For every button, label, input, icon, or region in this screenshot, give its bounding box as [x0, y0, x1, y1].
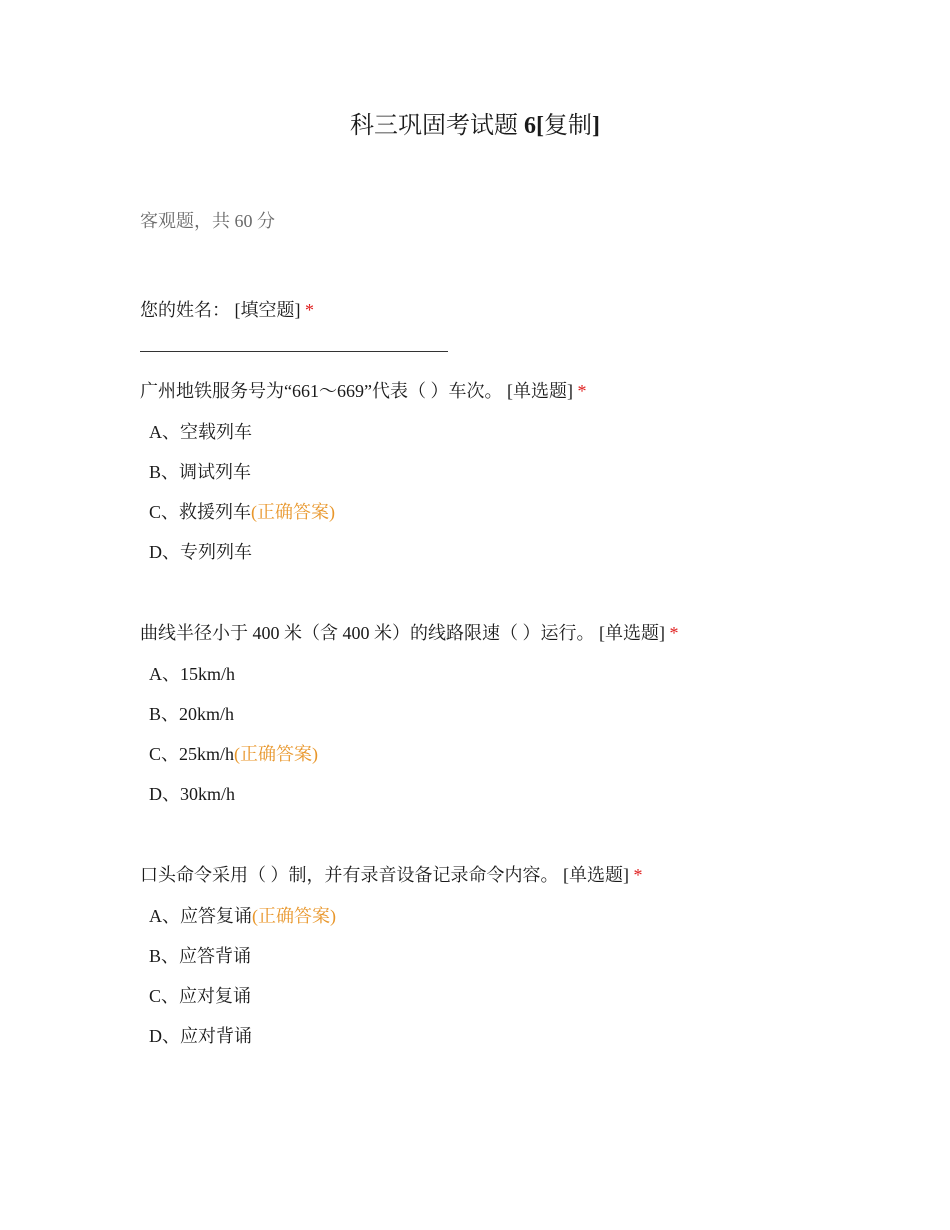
option-label: A、应答复诵 [149, 906, 252, 926]
question-text [140, 620, 840, 646]
question-label: 您的姓名： [140, 300, 230, 320]
question-label: 曲线半径小于 400 米（含 400 米）的线路限速（ ）运行。 [140, 623, 595, 643]
option-a[interactable] [140, 654, 840, 694]
question-label: 口头命令采用（ ）制，并有录音设备记录命令内容。 [140, 865, 559, 885]
option-d[interactable] [140, 1016, 840, 1056]
question-text [140, 297, 840, 323]
option-label: C、25km/h [149, 744, 235, 764]
option-a[interactable] [140, 412, 840, 452]
question-2 [140, 378, 840, 572]
correct-answer-tag: (正确答案) [252, 906, 336, 926]
correct-answer-tag: (正确答案) [251, 502, 336, 522]
option-b[interactable] [140, 452, 840, 492]
option-label: B、应答背诵 [149, 946, 252, 966]
option-a[interactable] [140, 896, 840, 936]
option-label: C、应对复诵 [149, 986, 252, 1006]
question-3 [140, 620, 840, 814]
option-list [140, 412, 840, 572]
title-bracket: ] [592, 113, 600, 139]
question-name [140, 297, 840, 352]
option-c[interactable] [140, 976, 840, 1016]
option-d[interactable] [140, 774, 840, 814]
option-b[interactable] [140, 936, 840, 976]
option-d[interactable] [140, 532, 840, 572]
correct-answer-tag: (正确答案) [234, 744, 319, 764]
question-label: 广州地铁服务号为“661～669”代表（ ）车次。 [140, 381, 503, 401]
option-c[interactable] [140, 734, 840, 774]
option-label: B、调试列车 [149, 462, 252, 482]
section-note: 客观题，共 60 分 [140, 211, 275, 231]
option-c[interactable] [140, 492, 840, 532]
question-4 [140, 862, 840, 1056]
option-label: D、30km/h [149, 784, 236, 804]
question-text [140, 862, 840, 888]
option-list [140, 654, 840, 814]
option-label: A、15km/h [149, 664, 236, 684]
option-list [140, 896, 840, 1056]
question-type: [单选题] [506, 381, 573, 401]
question-type: [单选题] [563, 865, 629, 885]
question-type: [填空题] [234, 300, 301, 320]
required-mark: * [633, 865, 643, 885]
required-mark: * [577, 381, 587, 401]
name-input-line[interactable] [140, 335, 448, 352]
required-mark: * [669, 623, 679, 643]
question-type: [单选题] [599, 623, 665, 643]
title-copy: 复制 [544, 113, 592, 139]
option-b[interactable] [140, 694, 840, 734]
title-number: 6[ [524, 113, 544, 139]
title-main: 科三巩固考试题 [350, 113, 518, 139]
required-mark: * [305, 300, 314, 320]
option-label: D、应对背诵 [149, 1026, 252, 1046]
question-text [140, 378, 840, 404]
option-label: A、空载列车 [149, 422, 252, 442]
option-label: C、救援列车 [149, 502, 252, 522]
option-label: D、专列列车 [149, 542, 252, 562]
page-title [0, 110, 950, 142]
option-label: B、20km/h [149, 704, 235, 724]
